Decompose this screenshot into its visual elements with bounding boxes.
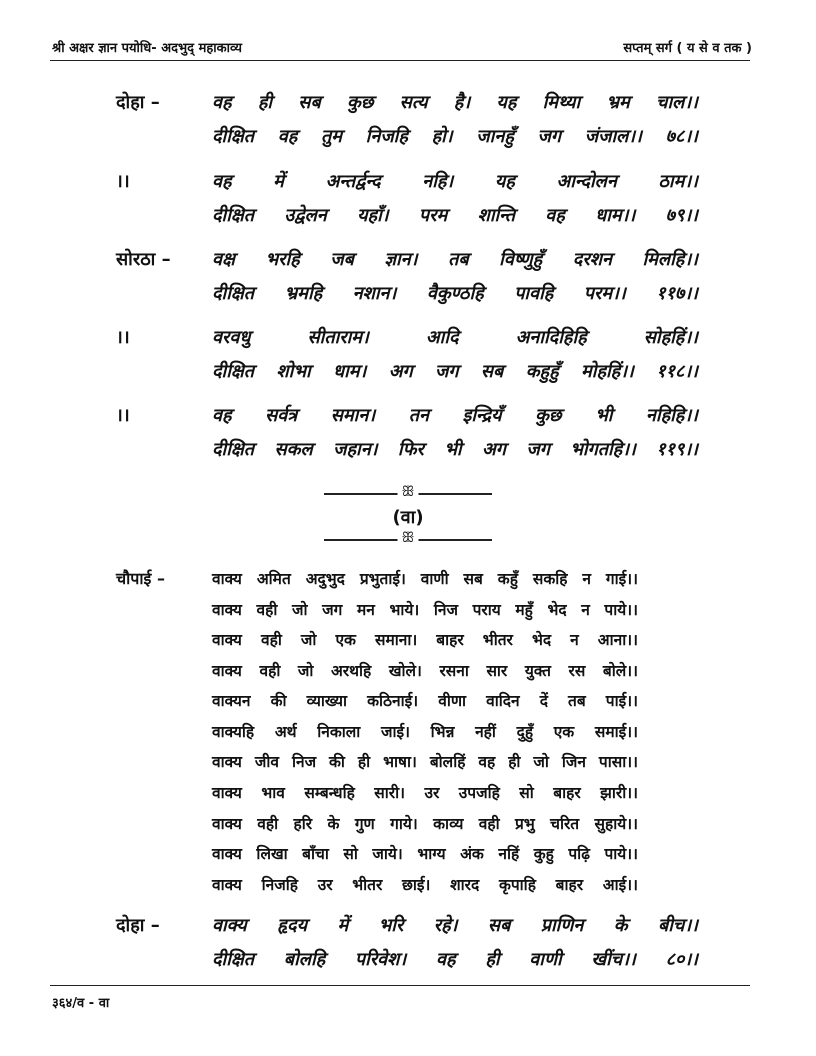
flourish-icon: ꕥ: [398, 483, 419, 501]
verse-label: दोहा –: [116, 915, 160, 936]
chaupai-line: वाक्यहि अर्थ निकाला जाई। भिन्न नहीं दुहुँ एक समाई।।: [212, 723, 638, 741]
verse-line: वह ही सब कुछ सत्य है। यह मिथ्या भ्रम चाल।।: [212, 92, 698, 113]
chaupai-line: वाक्य अमित अदुभुद प्रभुताई। वाणी सब कहुँ सकहि न गाई।।: [212, 570, 638, 588]
chaupai-line: वाक्य जीव निज की ही भाषा। बोलहिं वह ही जो जिन पासा।।: [212, 753, 638, 771]
page-number: ३६४/व - वा: [52, 996, 110, 1011]
running-header-section: सप्तम् सर्ग ( य से व तक ): [623, 41, 752, 56]
chaupai-line: वाक्य वही जो अरथहि खोले। रसना सार युक्त रस बोले।।: [212, 662, 638, 680]
chaupai-line: वाक्य वही जो जग मन भाये। निज पराय महुँ भेद न पाये।।: [212, 601, 638, 619]
verse-line: दीक्षित वह तुम निजहि हो। जानहुँ जग जंजाल।। ७८।।: [212, 126, 698, 147]
ornament-divider-top: [324, 484, 492, 501]
verse-line: वह में अन्तर्द्वन्द नहि। यह आन्दोलन ठाम।।: [212, 171, 698, 192]
verse-line: वह सर्वत्र समान। तन इन्द्रियँ कुछ भी नहिहि।।: [212, 405, 698, 426]
verse-line: वाक्य हृदय में भरि रहे। सब प्राणिन के बीच।।: [212, 915, 698, 936]
header-rule: [50, 60, 750, 61]
verse-line: वक्ष भरहि जब ज्ञान। तब विष्णुहुँ दरशन मिलहि।।: [212, 249, 698, 270]
verse-label: ।।: [116, 405, 130, 426]
verse-line: दीक्षित शोभा धाम। अग जग सब कहुहुँ मोहहिं।। ११८।।: [212, 361, 698, 382]
chaupai-label: चौपाई –: [116, 569, 165, 588]
verse-line: दीक्षित भ्रमहि नशान। वैकुण्ठहि पावहि परम।। ११७।।: [212, 283, 698, 304]
verse-line: वरवधु सीताराम। आदि अनादिहिहि सोहहिं।।: [212, 327, 698, 348]
verse-label: ।।: [116, 327, 130, 348]
verse-line: दीक्षित सकल जहान। फिर भी अग जग भोगतहि।। ११९।।: [212, 439, 698, 460]
chaupai-line: वाक्य भाव सम्बन्धहि सारी। उर उपजहि सो बाहर झारी।।: [212, 784, 638, 802]
flourish-icon: ꕥ: [398, 529, 419, 547]
chaupai-line: वाक्य निजहि उर भीतर छाई। शारद कृपाहि बाहर आई।।: [212, 876, 638, 894]
running-header-title: श्री अक्षर ज्ञान पयोधि- अदभुद् महाकाव्य: [52, 41, 242, 56]
verse-label: सोरठा –: [116, 249, 171, 270]
footer-rule: [50, 985, 750, 986]
chaupai-line: वाक्य लिखा बाँचा सो जाये। भाग्य अंक नहिं कुहु पढ़ि पाये।।: [212, 845, 638, 863]
chaupai-line: वाक्य वही हरि के गुण गाये। काव्य वही प्रभु चरित सुहाये।।: [212, 815, 638, 833]
chaupai-line: वाक्य वही जो एक समाना। बाहर भीतर भेद न आना।।: [212, 631, 638, 649]
verse-label: दोहा –: [116, 92, 160, 113]
verse-line: दीक्षित उद्वेलन यहाँ। परम शान्ति वह धाम।। ७९।।: [212, 205, 698, 226]
verse-label: ।।: [116, 171, 130, 192]
section-title: (वा): [392, 507, 424, 528]
ornament-divider-bottom: [324, 530, 492, 547]
verse-line: दीक्षित बोलहि परिवेश। वह ही वाणी खींच।। ८०।।: [212, 949, 698, 970]
chaupai-line: वाक्यन की व्याख्या कठिनाई। वीणा वादिन दें तब पाई।।: [212, 692, 638, 710]
